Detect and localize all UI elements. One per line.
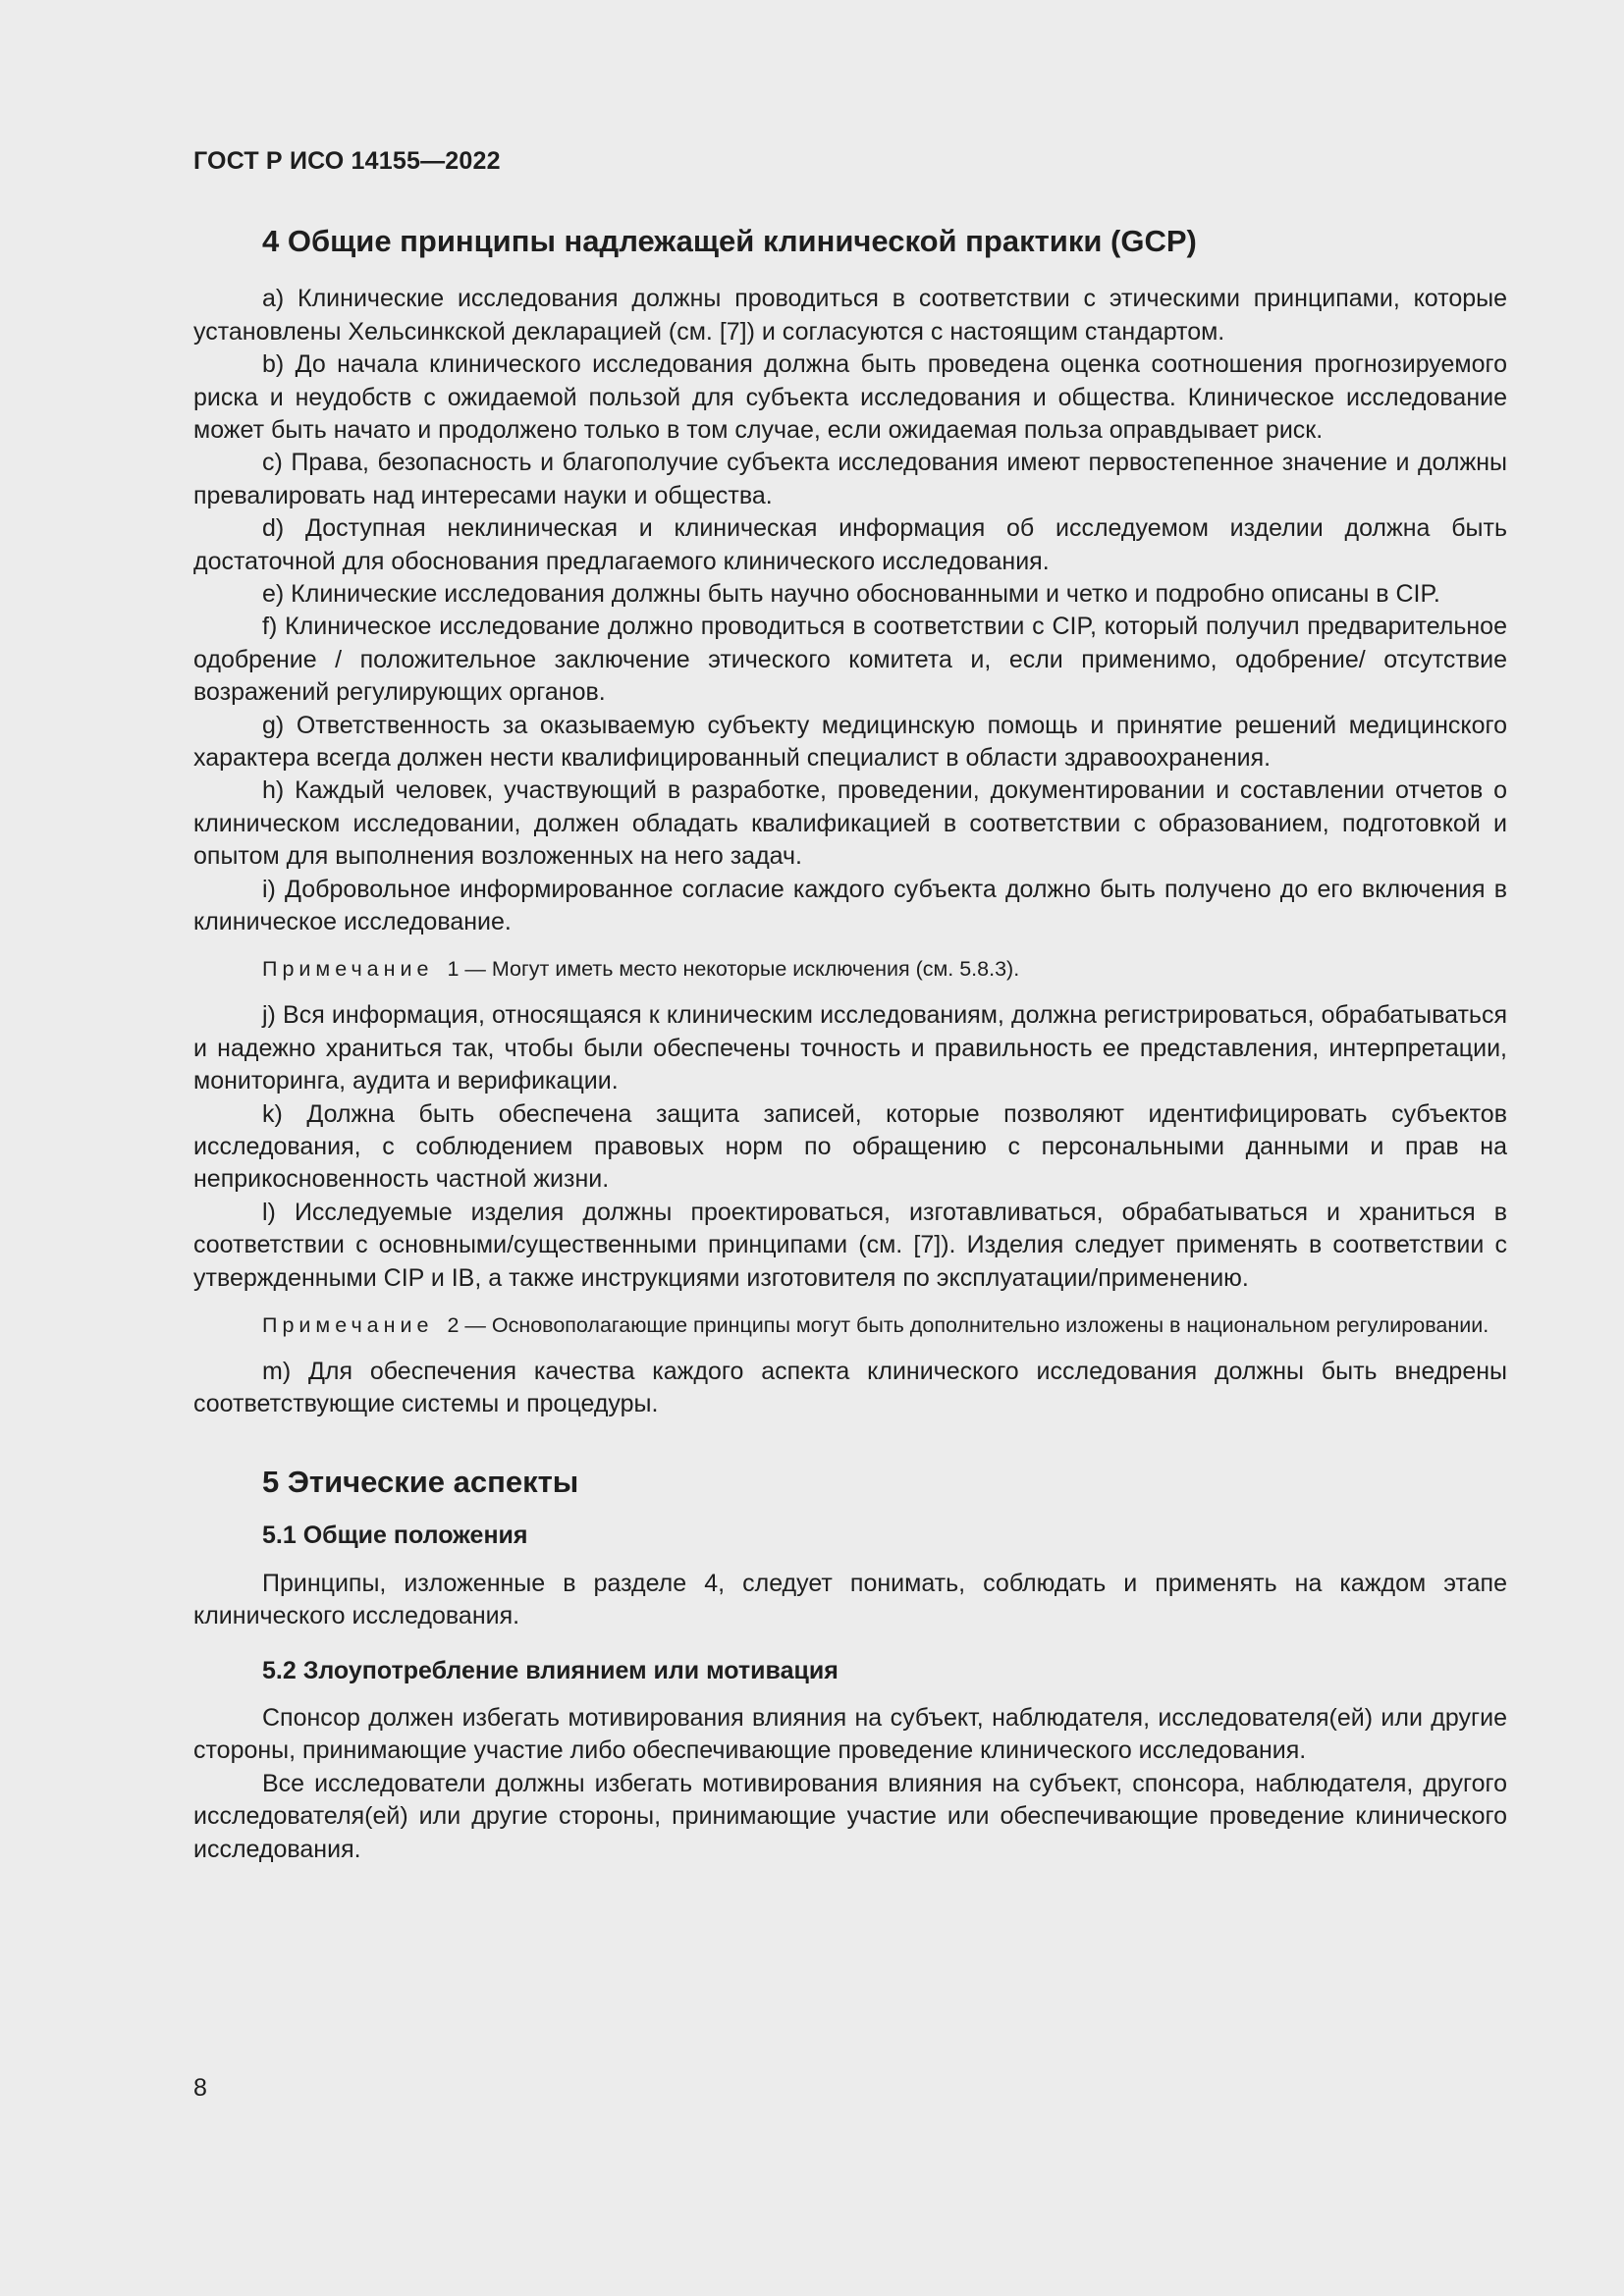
principle-l: l) Исследуемые изделия должны проектироваться, изготавливаться, обрабатываться и храниться в соответствии с основными/существенными принципами (см. [7]). Изделия следует применять в соответствии с утвержденными CIP и IB, а также инструкциями изготовителя по эксплуатации/применению.: [193, 1198, 1507, 1292]
principle-c: c) Права, безопасность и благополучие субъекта исследования имеют первостепенное значение и должны превалировать над интересами науки и общества.: [193, 449, 1507, 509]
principle-f: f) Клиническое исследование должно проводиться в соответствии с CIP, который получил предварительное одобрение / положительное заключение этического комитета и, если применимо, одобрение/ отсутствие возражений регулирующих органов.: [193, 613, 1507, 707]
principle-d: d) Доступная неклиническая и клиническая информация об исследуемом изделии должна быть достаточной для обоснования предлагаемого клинического исследования.: [193, 514, 1507, 575]
section-5-title: 5 Этические аспекты: [262, 1464, 579, 1499]
document-content: [193, 222, 1507, 1866]
note-2: [193, 1310, 1507, 1340]
subsection-5-2-paragraph-2: Все исследователи должны избегать мотивирования влияния на субъект, спонсора, наблюдателя, другого исследователя(ей) или другие стороны, принимающие участие или обеспечивающие проведение клинического исследования.: [193, 1769, 1507, 1863]
note-2-label: Примечание: [262, 1313, 434, 1338]
subsection-5-1-paragraph: Принципы, изложенные в разделе 4, следует понимать, соблюдать и применять на каждом этапе клинического исследования.: [193, 1569, 1507, 1630]
principle-a: a) Клинические исследования должны проводиться в соответствии с этическими принципами, которые установлены Хельсинкской декларацией (см. [7]) и согласуются с настоящим стандартом.: [193, 285, 1507, 346]
principle-e: e) Клинические исследования должны быть научно обоснованными и четко и подробно описаны в CIP.: [262, 579, 1440, 608]
note-1-text: 1 — Могут иметь место некоторые исключения (см. 5.8.3).: [447, 957, 1020, 982]
principle-i: i) Добровольное информированное согласие каждого субъекта должно быть получено до его включения в клиническое исследование.: [193, 875, 1507, 936]
principle-g: g) Ответственность за оказываемую субъекту медицинскую помощь и принятие решений медицинского характера всегда должен нести квалифицированный специалист в области здравоохранения.: [193, 711, 1507, 772]
note-1-label: Примечание: [262, 957, 434, 982]
principle-k: k) Должна быть обеспечена защита записей, которые позволяют идентифицировать субъектов исследования, с соблюдением правовых норм по обращению с персональными данными и прав на неприкосновенность частной жизни.: [193, 1099, 1507, 1194]
subsection-5-1-title: 5.1 Общие положения: [262, 1522, 528, 1550]
page-number: 8: [193, 2074, 207, 2102]
document-page: [193, 0, 1507, 2296]
principle-h: h) Каждый человек, участвующий в разработке, проведении, документировании и составлении отчетов о клиническом исследовании, должен обладать квалификацией в соответствии с образованием, подготовкой и опытом для выполнения возложенных на него задач.: [193, 776, 1507, 871]
note-1: [193, 954, 1507, 984]
principle-j: j) Вся информация, относящаяся к клиническим исследованиям, должна регистрироваться, обрабатываться и надежно храниться так, чтобы были обеспечены точность и правильность ее представления, интерпретации, мониторинга, аудита и верификации.: [193, 1001, 1507, 1095]
section-4-title: 4 Общие принципы надлежащей клинической практики (GCP): [262, 224, 1197, 258]
document-code: ГОСТ Р ИСО 14155—2022: [193, 147, 501, 175]
note-2-text: 2 — Основополагающие принципы могут быть дополнительно изложены в национальном регулировании.: [447, 1313, 1489, 1338]
principle-b: b) До начала клинического исследования должна быть проведена оценка соотношения прогнозируемого риска и неудобств с ожидаемой пользой для субъекта исследования и общества. Клиническое исследование может быть начато и продолжено только в том случае, если ожидаемая польза оправдывает риск.: [193, 350, 1507, 444]
subsection-5-2-paragraph-1: Спонсор должен избегать мотивирования влияния на субъект, наблюдателя, исследователя(ей) или другие стороны, принимающие участие либо обеспечивающие проведение клинического исследования.: [193, 1704, 1507, 1765]
subsection-5-2-title: 5.2 Злоупотребление влиянием или мотивация: [262, 1656, 839, 1684]
principle-m: m) Для обеспечения качества каждого аспекта клинического исследования должны быть внедрены соответствующие системы и процедуры.: [193, 1358, 1507, 1418]
